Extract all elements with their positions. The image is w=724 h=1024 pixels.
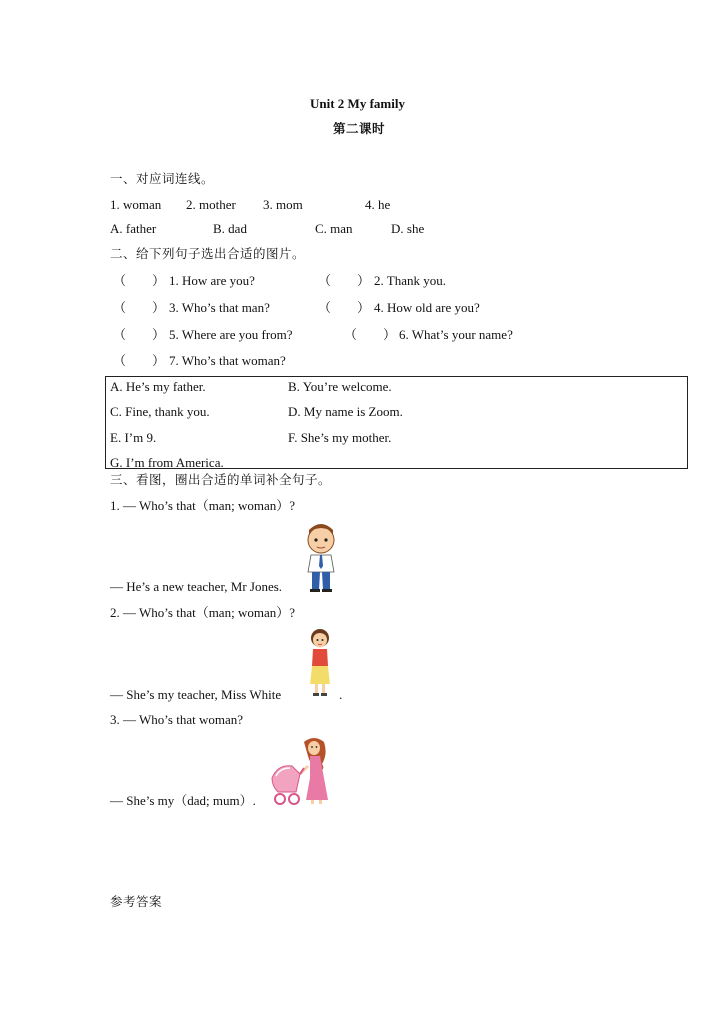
section3-heading: 三、看图，圈出合适的单词补全句子。 <box>110 472 332 487</box>
question-item: 1. How are you? <box>169 273 255 288</box>
option-item: D. My name is Zoom. <box>288 404 403 419</box>
answers-heading: 参考答案 <box>110 894 163 909</box>
option-item: B. You’re welcome. <box>288 379 392 394</box>
section1-heading: 一、对应词连线。 <box>110 171 215 186</box>
word-item: 3. mom <box>263 197 303 212</box>
question-item: 1. — Who’s that（man; woman）? <box>110 498 295 513</box>
answer-line: — She’s my teacher, Miss White <box>110 687 282 702</box>
answer-bracket: （ ） <box>318 300 371 315</box>
question-item: 7. Who’s that woman? <box>169 353 286 368</box>
word-item: 4. he <box>365 197 391 212</box>
question-item: 2. — Who’s that（man; woman）? <box>110 605 295 620</box>
answer-bracket: （ ） <box>113 273 166 288</box>
answer-line: — She’s my（dad; mum）. <box>110 793 256 808</box>
answer-bracket: （ ） <box>113 353 166 368</box>
word-item: 1. woman <box>110 197 162 212</box>
answer-line-end: . <box>339 687 343 702</box>
question-item: 5. Where are you from? <box>169 327 293 342</box>
mother-with-stroller-illustration <box>270 734 334 806</box>
answer-line: — He’s a new teacher, Mr Jones. <box>110 579 283 594</box>
word-item: B. dad <box>213 221 247 236</box>
word-item: C. man <box>315 221 353 236</box>
man-teacher-illustration <box>300 520 342 592</box>
question-item: 3. Who’s that man? <box>169 300 270 315</box>
option-item: E. I’m 9. <box>110 430 157 445</box>
page-title: Unit 2 My family <box>310 96 405 111</box>
question-item: 3. — Who’s that woman? <box>110 712 243 727</box>
option-item: C. Fine, thank you. <box>110 404 210 419</box>
question-item: 2. Thank you. <box>374 273 446 288</box>
option-item: G. I’m from America. <box>110 455 224 470</box>
section2-heading: 二、给下列句子选出合适的图片。 <box>110 246 306 261</box>
page-subtitle: 第二课时 <box>333 121 386 136</box>
word-item: 2. mother <box>186 197 236 212</box>
answer-bracket: （ ） <box>344 327 397 342</box>
answer-bracket: （ ） <box>318 273 371 288</box>
answer-bracket: （ ） <box>113 300 166 315</box>
answer-bracket: （ ） <box>113 327 166 342</box>
word-item: D. she <box>391 221 425 236</box>
woman-teacher-illustration <box>305 628 335 698</box>
question-item: 6. What’s your name? <box>399 327 513 342</box>
word-item: A. father <box>110 221 157 236</box>
option-item: F. She’s my mother. <box>288 430 392 445</box>
option-item: A. He’s my father. <box>110 379 206 394</box>
question-item: 4. How old are you? <box>374 300 480 315</box>
